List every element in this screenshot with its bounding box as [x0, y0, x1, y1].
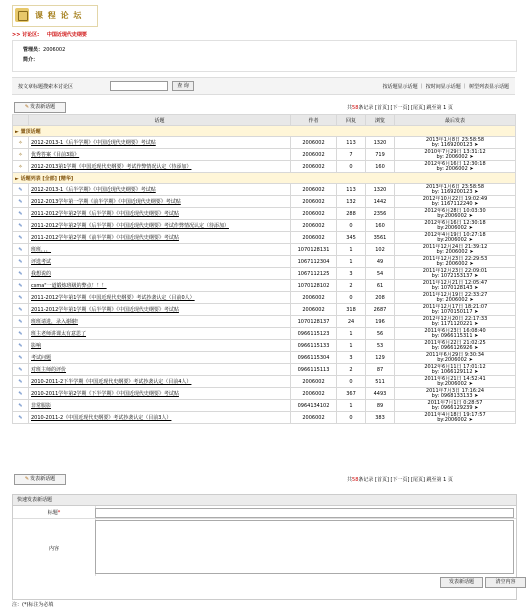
author-cell: 2006002 [291, 376, 337, 388]
last-post-cell: 2012年6月28日 10:03:30 by:2006002 ➤ [395, 208, 516, 220]
views-cell: 56 [366, 328, 395, 340]
views-cell: 4493 [366, 388, 395, 400]
section-header [13, 173, 516, 184]
admin-value[interactable]: 2006002 [43, 47, 66, 53]
last-post-cell: 2011年4月18日 19:17:57 by:2006002 ➤ [395, 412, 516, 424]
goto-icon[interactable]: ➤ [474, 404, 479, 411]
last-post-cell: 2011年12月23日 22:09:01 by: 1072153137 ➤ [395, 268, 516, 280]
topic-icon: ✎ [13, 376, 29, 388]
replies-cell: 1 [337, 340, 366, 352]
display-mode-links[interactable]: 按话题显示话题 ｜ 按时间显示话题 ｜ 树型列表显示话题 [382, 84, 509, 90]
topic-link[interactable]: 2012-2013第1学期《中国近现代史纲要》考试作弊情况认定（待添加） [31, 164, 192, 170]
views-cell: 511 [366, 376, 395, 388]
views-cell: 49 [366, 256, 395, 268]
author-cell: 2006002 [291, 184, 337, 196]
views-cell: 383 [366, 412, 395, 424]
author-cell: 2006002 [291, 292, 337, 304]
table-row[interactable] [13, 340, 516, 352]
author-cell: 2006002 [291, 161, 337, 173]
table-row[interactable] [13, 328, 516, 340]
last-post-cell: 2011年6月22日 21:02:25 by: 0966126926 ➤ [395, 340, 516, 352]
table-row[interactable] [13, 292, 516, 304]
replies-cell: 288 [337, 208, 366, 220]
topic-link[interactable]: 2011-2012学年第1学期《中国近现代史纲要》考试抄袭认定（目前0人） [31, 295, 195, 301]
title-input[interactable] [95, 508, 514, 518]
table-row[interactable] [13, 232, 516, 244]
replies-cell: 113 [337, 184, 366, 196]
views-cell: 1320 [366, 137, 395, 149]
topic-link[interactable]: 2010-2011-2《中国近现代史纲要》考试抄袭认定（目前3人） [31, 415, 172, 421]
topic-link[interactable]: 优秀答案《目前3篇》 [31, 152, 80, 158]
goto-icon[interactable]: ➤ [474, 284, 479, 291]
topic-icon: ✎ [13, 208, 29, 220]
topic-icon: ✎ [13, 364, 29, 376]
replies-cell: 0 [337, 161, 366, 173]
column-header: 回复 [337, 115, 366, 126]
goto-icon[interactable]: ➤ [468, 236, 473, 243]
views-cell: 208 [366, 292, 395, 304]
topic-link[interactable]: 2012-2013学年第一学期《前半学期》《中国近现代史纲要》考试贴 [31, 199, 181, 205]
views-cell: 89 [366, 400, 395, 412]
replies-cell: 0 [337, 412, 366, 424]
views-cell: 160 [366, 220, 395, 232]
goto-icon[interactable]: ➤ [474, 332, 479, 339]
goto-icon[interactable]: ➤ [474, 344, 479, 351]
views-cell: 102 [366, 244, 395, 256]
topic-link[interactable]: 2011-2012学年第2学期《后半学期》《中国近现代史纲要》考试作弊情况认定（待添加） [31, 223, 229, 229]
author-cell: 0966115304 [291, 352, 337, 364]
table-row[interactable] [13, 388, 516, 400]
goto-icon[interactable]: ➤ [474, 141, 479, 148]
quick-post-header: 快速发表新话题 [13, 495, 516, 506]
topic-link[interactable]: 我想说的 [31, 271, 52, 277]
search-bar [12, 77, 515, 95]
table-row[interactable] [13, 376, 516, 388]
topic-icon: ✎ [13, 316, 29, 328]
goto-icon[interactable]: ➤ [474, 368, 479, 375]
last-post-cell: 2011年12月19日 22:33:27 by: 2006002 ➤ [395, 292, 516, 304]
column-header: 作者 [291, 115, 337, 126]
author-cell: 2006002 [291, 208, 337, 220]
forum-info-box [12, 40, 517, 72]
topic-link[interactable]: csma"一道锻炼班级的弊点！！！ [31, 283, 107, 289]
quick-post-form [12, 494, 517, 600]
goto-icon[interactable]: ➤ [474, 320, 479, 327]
table-row[interactable] [13, 244, 516, 256]
author-cell: 0966115123 [291, 328, 337, 340]
last-post-cell: 2011年12月24日 21:39:12 by: 2006002 ➤ [395, 244, 516, 256]
author-cell: 2006002 [291, 149, 337, 161]
topic-link[interactable]: 班主老师讲课太有意思了 [31, 331, 87, 337]
table-row[interactable] [13, 304, 516, 316]
topic-link[interactable]: 2011-2012学年第1学期《后半学期》《中国近现代史纲要》考试贴 [31, 307, 179, 313]
topic-link[interactable]: 2012-2013-1《后半学期》《中国近现代史纲要》考试贴 [31, 140, 156, 146]
views-cell: 61 [366, 280, 395, 292]
table-row[interactable] [13, 220, 516, 232]
goto-icon[interactable]: ➤ [468, 356, 473, 363]
replies-cell: 1 [337, 256, 366, 268]
topic-link[interactable]: 影响 [31, 343, 42, 349]
author-cell: 2006002 [291, 220, 337, 232]
table-row[interactable] [13, 412, 516, 424]
last-post-cell: 2012年6月16日 12:30:18 by:2006002 ➤ [395, 220, 516, 232]
goto-icon[interactable]: ➤ [468, 224, 473, 231]
search-button[interactable]: 查 询 [172, 81, 194, 91]
topic-icon: ✎ [13, 340, 29, 352]
replies-cell: 1 [337, 328, 366, 340]
author-cell: 2006002 [291, 196, 337, 208]
replies-cell: 1 [337, 244, 366, 256]
goto-icon[interactable]: ➤ [474, 272, 479, 279]
author-cell: 1067112304 [291, 256, 337, 268]
last-post-cell: 2011年7月3日 17:16:24 by: 0968133133 ➤ [395, 388, 516, 400]
topic-icon: ✎ [13, 196, 29, 208]
goto-icon[interactable]: ➤ [469, 248, 474, 255]
new-post-button-top[interactable]: ✎ 发表新话题 [14, 102, 66, 113]
replies-cell: 1 [337, 400, 366, 412]
author-cell: 0964134102 [291, 400, 337, 412]
pagination-top: 共58条记录 [首页] [下一页] [尾页] 跳至第 1 页 [347, 105, 453, 111]
author-cell: 2006002 [291, 232, 337, 244]
replies-cell: 7 [337, 149, 366, 161]
last-post-cell: 2012年4月19日 10:27:18 by:2006002 ➤ [395, 232, 516, 244]
submit-post-button[interactable]: 发表新话题 [440, 577, 483, 588]
replies-cell: 0 [337, 220, 366, 232]
topic-link[interactable]: 评选考试 [31, 259, 52, 265]
section-title: ► 话题列表 [全部] [精华] [13, 173, 516, 184]
views-cell: 2356 [366, 208, 395, 220]
replies-cell: 3 [337, 268, 366, 280]
views-cell: 53 [366, 340, 395, 352]
clear-content-button[interactable]: 清空内容 [485, 577, 526, 588]
topic-icon: ✎ [13, 400, 29, 412]
goto-icon[interactable]: ➤ [469, 296, 474, 303]
pagination-bottom: 共58条记录 [首页] [下一页] [尾页] 跳至第 1 页 [347, 477, 453, 483]
admin-label: 管理员： [23, 47, 44, 53]
goto-icon[interactable]: ➤ [468, 380, 473, 387]
column-header: 浏览 [366, 115, 395, 126]
views-cell: 160 [366, 161, 395, 173]
replies-cell: 24 [337, 316, 366, 328]
last-post-cell: 2011年7月1日 0:28:57 by: 0966129239 ➤ [395, 400, 516, 412]
next-page-link[interactable]: [下一页] [390, 105, 410, 111]
table-row[interactable] [13, 161, 516, 173]
search-label: 按文章标题搜索本讨论区 [18, 84, 74, 90]
replies-cell: 2 [337, 364, 366, 376]
topic-icon: ✎ [13, 328, 29, 340]
last-post-cell: 2012年6月16日 12:30:18 by: 2006002 ➤ [395, 161, 516, 173]
replies-cell: 345 [337, 232, 366, 244]
replies-cell: 132 [337, 196, 366, 208]
goto-icon[interactable]: ➤ [469, 260, 474, 267]
author-cell: 2006002 [291, 137, 337, 149]
views-cell: 2687 [366, 304, 395, 316]
author-cell: 2006002 [291, 304, 337, 316]
breadcrumb-prefix: >> [12, 32, 21, 38]
pin-icon: ✧ [13, 149, 29, 161]
topic-icon: ✎ [13, 220, 29, 232]
views-cell: 54 [366, 268, 395, 280]
author-cell: 2006002 [291, 388, 337, 400]
views-cell: 196 [366, 316, 395, 328]
content-textarea[interactable] [95, 520, 514, 574]
goto-icon[interactable]: ➤ [474, 188, 479, 195]
total-count: 58 [352, 105, 359, 111]
topic-icon: ✎ [13, 184, 29, 196]
pin-icon: ✧ [13, 161, 29, 173]
table-row[interactable] [13, 208, 516, 220]
table-row[interactable] [13, 280, 516, 292]
topic-link[interactable]: 2011-2012学年第2学期《前半学期》《中国近现代史纲要》考试贴 [31, 235, 179, 241]
goto-icon[interactable]: ➤ [468, 416, 473, 423]
topic-icon: ✎ [13, 256, 29, 268]
column-header: 最后发表 [395, 115, 516, 126]
topic-icon: ✎ [13, 292, 29, 304]
topic-icon: ✎ [13, 244, 29, 256]
topic-icon: ✎ [13, 268, 29, 280]
topic-icon: ✎ [13, 232, 29, 244]
views-cell: 719 [366, 149, 395, 161]
topic-table [12, 114, 516, 424]
author-cell: 1070128102 [291, 280, 337, 292]
replies-cell: 0 [337, 376, 366, 388]
last-post-cell: 2012年12月20日 22:17:33 by: 1171120221 ➤ [395, 316, 516, 328]
author-cell: 0966115113 [291, 364, 337, 376]
last-post-cell: 2011年6月29日 9:30:34 by:2006002 ➤ [395, 352, 516, 364]
last-post-cell: 2011年12月17日 18:21:07 by: 1070150117 ➤ [395, 304, 516, 316]
views-cell: 129 [366, 352, 395, 364]
table-header [13, 115, 516, 126]
goto-icon[interactable]: ➤ [469, 153, 474, 160]
goto-icon[interactable]: ➤ [474, 200, 479, 207]
goto-icon[interactable]: ➤ [468, 212, 473, 219]
replies-cell: 318 [337, 304, 366, 316]
replies-cell: 0 [337, 292, 366, 304]
content-label: 内容 [48, 546, 59, 552]
pin-icon: ✧ [13, 137, 29, 149]
breadcrumb-forum[interactable]: 讨论区: [22, 32, 40, 38]
table-row[interactable] [13, 364, 516, 376]
breadcrumb [12, 31, 87, 38]
page-select[interactable]: 1 [443, 105, 447, 111]
topic-icon: ✎ [13, 352, 29, 364]
table-row[interactable] [13, 400, 516, 412]
last-post-cell: 2013年1月6日 23:58:58 by: 1169200123 ➤ [395, 184, 516, 196]
replies-cell: 113 [337, 137, 366, 149]
first-page-link[interactable]: [首页] [375, 105, 389, 111]
last-post-cell: 2013年1月8日 23:58:58 by: 1169200123 ➤ [395, 137, 516, 149]
table-row[interactable] [13, 196, 516, 208]
author-cell: 1067112125 [291, 268, 337, 280]
table-row[interactable] [13, 149, 516, 161]
views-cell: 1442 [366, 196, 395, 208]
author-cell: 1070128131 [291, 244, 337, 256]
views-cell: 3561 [366, 232, 395, 244]
table-row[interactable] [13, 184, 516, 196]
replies-cell: 2 [337, 280, 366, 292]
topic-link[interactable]: 2012-2013-1《后半学期》《中国近现代史纲要》考试贴 [31, 187, 156, 193]
title-label: 标题* [47, 510, 61, 516]
book-icon [15, 8, 29, 22]
search-input[interactable] [110, 81, 168, 91]
section-header [13, 126, 516, 137]
section-title: ► 置顶话题 [13, 126, 516, 137]
table-row[interactable] [13, 268, 516, 280]
replies-cell: 3 [337, 352, 366, 364]
topic-link[interactable]: 2010-2011-2下半学期《中国近现代史纲要》考试抄袭认定（目前4人） [31, 379, 192, 385]
goto-icon[interactable]: ➤ [474, 392, 479, 399]
last-post-cell: 2010年7月29日 13:31:12 by: 2006002 ➤ [395, 149, 516, 161]
replies-cell: 367 [337, 388, 366, 400]
topic-icon: ✎ [13, 280, 29, 292]
author-cell: 1070128137 [291, 316, 337, 328]
forum-logo [12, 5, 98, 27]
goto-icon[interactable]: ➤ [474, 308, 479, 315]
new-post-button-bottom[interactable]: ✎ 发表新话题 [14, 474, 66, 485]
column-header: 话题 [29, 115, 291, 126]
last-post-cell: 2011年12月21日 12:05:47 by: 1070128143 ➤ [395, 280, 516, 292]
views-cell: 87 [366, 364, 395, 376]
topic-link[interactable]: 班班请进，录入谢谢! [31, 319, 79, 325]
last-page-link[interactable]: [尾页] [411, 105, 425, 111]
author-cell: 2006002 [291, 412, 337, 424]
author-cell: 0966115133 [291, 340, 337, 352]
views-cell: 1320 [366, 184, 395, 196]
goto-icon[interactable]: ➤ [469, 165, 474, 172]
topic-link[interactable]: 班班，，， [31, 247, 52, 253]
table-row[interactable] [13, 256, 516, 268]
last-post-cell: 2012年6月11日 17:01:12 by: 1066129112 ➤ [395, 364, 516, 376]
breadcrumb-course[interactable]: 中国近现代史纲要 [46, 32, 87, 38]
table-row[interactable] [13, 352, 516, 364]
intro-label: 简介： [23, 57, 39, 63]
topic-link[interactable]: 对班主师的评价 [31, 367, 67, 373]
topic-link[interactable]: 2010-2011学年第2学期《下半学期》《中国近现代史纲要》考试贴 [31, 391, 179, 397]
topic-icon: ✎ [13, 304, 29, 316]
topic-icon: ✎ [13, 388, 29, 400]
table-row[interactable] [13, 316, 516, 328]
last-post-cell: 2011年12月23日 22:29:53 by: 2006002 ➤ [395, 256, 516, 268]
last-post-cell: 2011年6月21日 14:52:41 by:2006002 ➤ [395, 376, 516, 388]
table-row[interactable] [13, 137, 516, 149]
required-note: 注：(*)标注为必填 [12, 602, 54, 608]
last-post-cell: 2011年6月23日 16:08:40 by: 0966115311 ➤ [395, 328, 516, 340]
topic-link[interactable]: 考试问题 [31, 355, 52, 361]
topic-link[interactable]: 2011-2012学年第2学期《后半学期》《中国近现代史纲要》考试贴 [31, 211, 179, 217]
topic-link[interactable]: 非常服影 [31, 403, 52, 409]
last-post-cell: 2012年10月22日 19:02:49 by: 1167112240 ➤ [395, 196, 516, 208]
topic-icon: ✎ [13, 412, 29, 424]
logo-title: 课 程 论 坛 [35, 11, 83, 20]
